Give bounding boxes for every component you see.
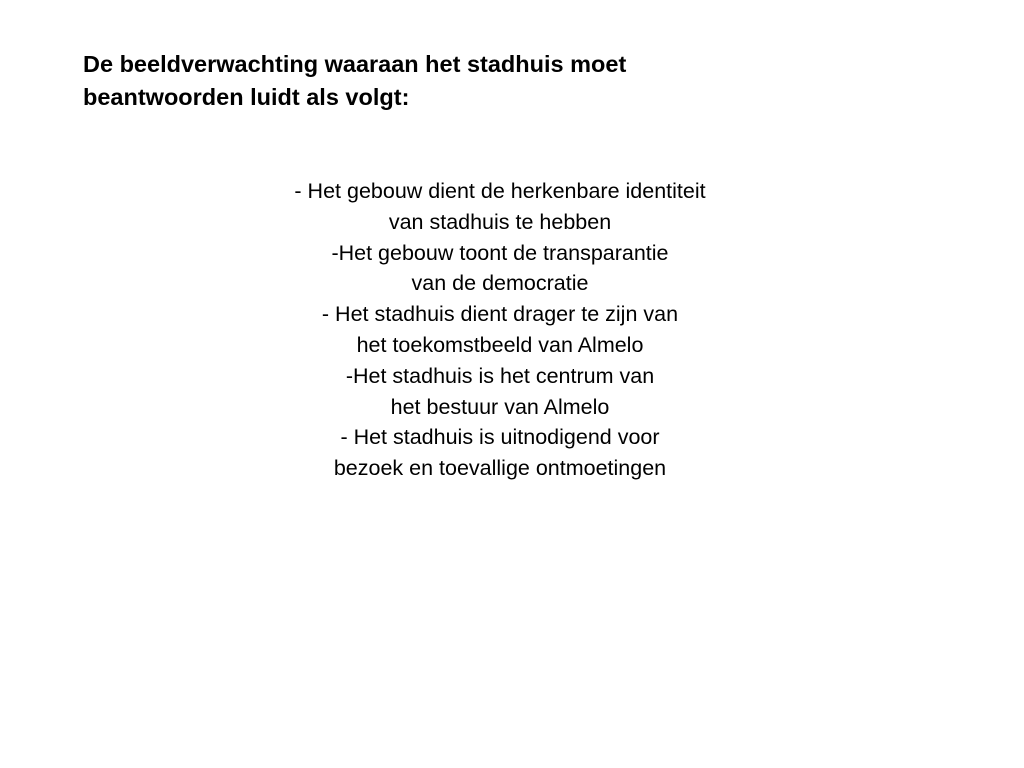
body-line: - Het gebouw dient de herkenbare identiteit: [294, 179, 706, 203]
body-line: van de democratie: [411, 271, 589, 296]
slide-title-line: De beeldverwachting waaraan het stadhuis moet: [83, 51, 627, 77]
body-line: het bestuur van Almelo: [390, 394, 610, 419]
slide-title: [83, 48, 803, 114]
body-line: - Het stadhuis dient drager te zijn van: [321, 302, 679, 327]
body-line: het toekomstbeeld van Almelo: [356, 332, 644, 357]
body-line: - Het stadhuis is uitnodigend voor: [340, 425, 660, 450]
body-line: -Het gebouw toont de transparantie: [331, 240, 669, 265]
body-line: -Het stadhuis is het centrum van: [345, 363, 655, 388]
slide-title-line: beantwoorden luidt als volgt:: [83, 84, 410, 110]
body-line: van stadhuis te hebben: [388, 209, 612, 234]
body-line: bezoek en toevallige ontmoetingen: [333, 456, 667, 481]
slide-body-text: [200, 176, 800, 484]
